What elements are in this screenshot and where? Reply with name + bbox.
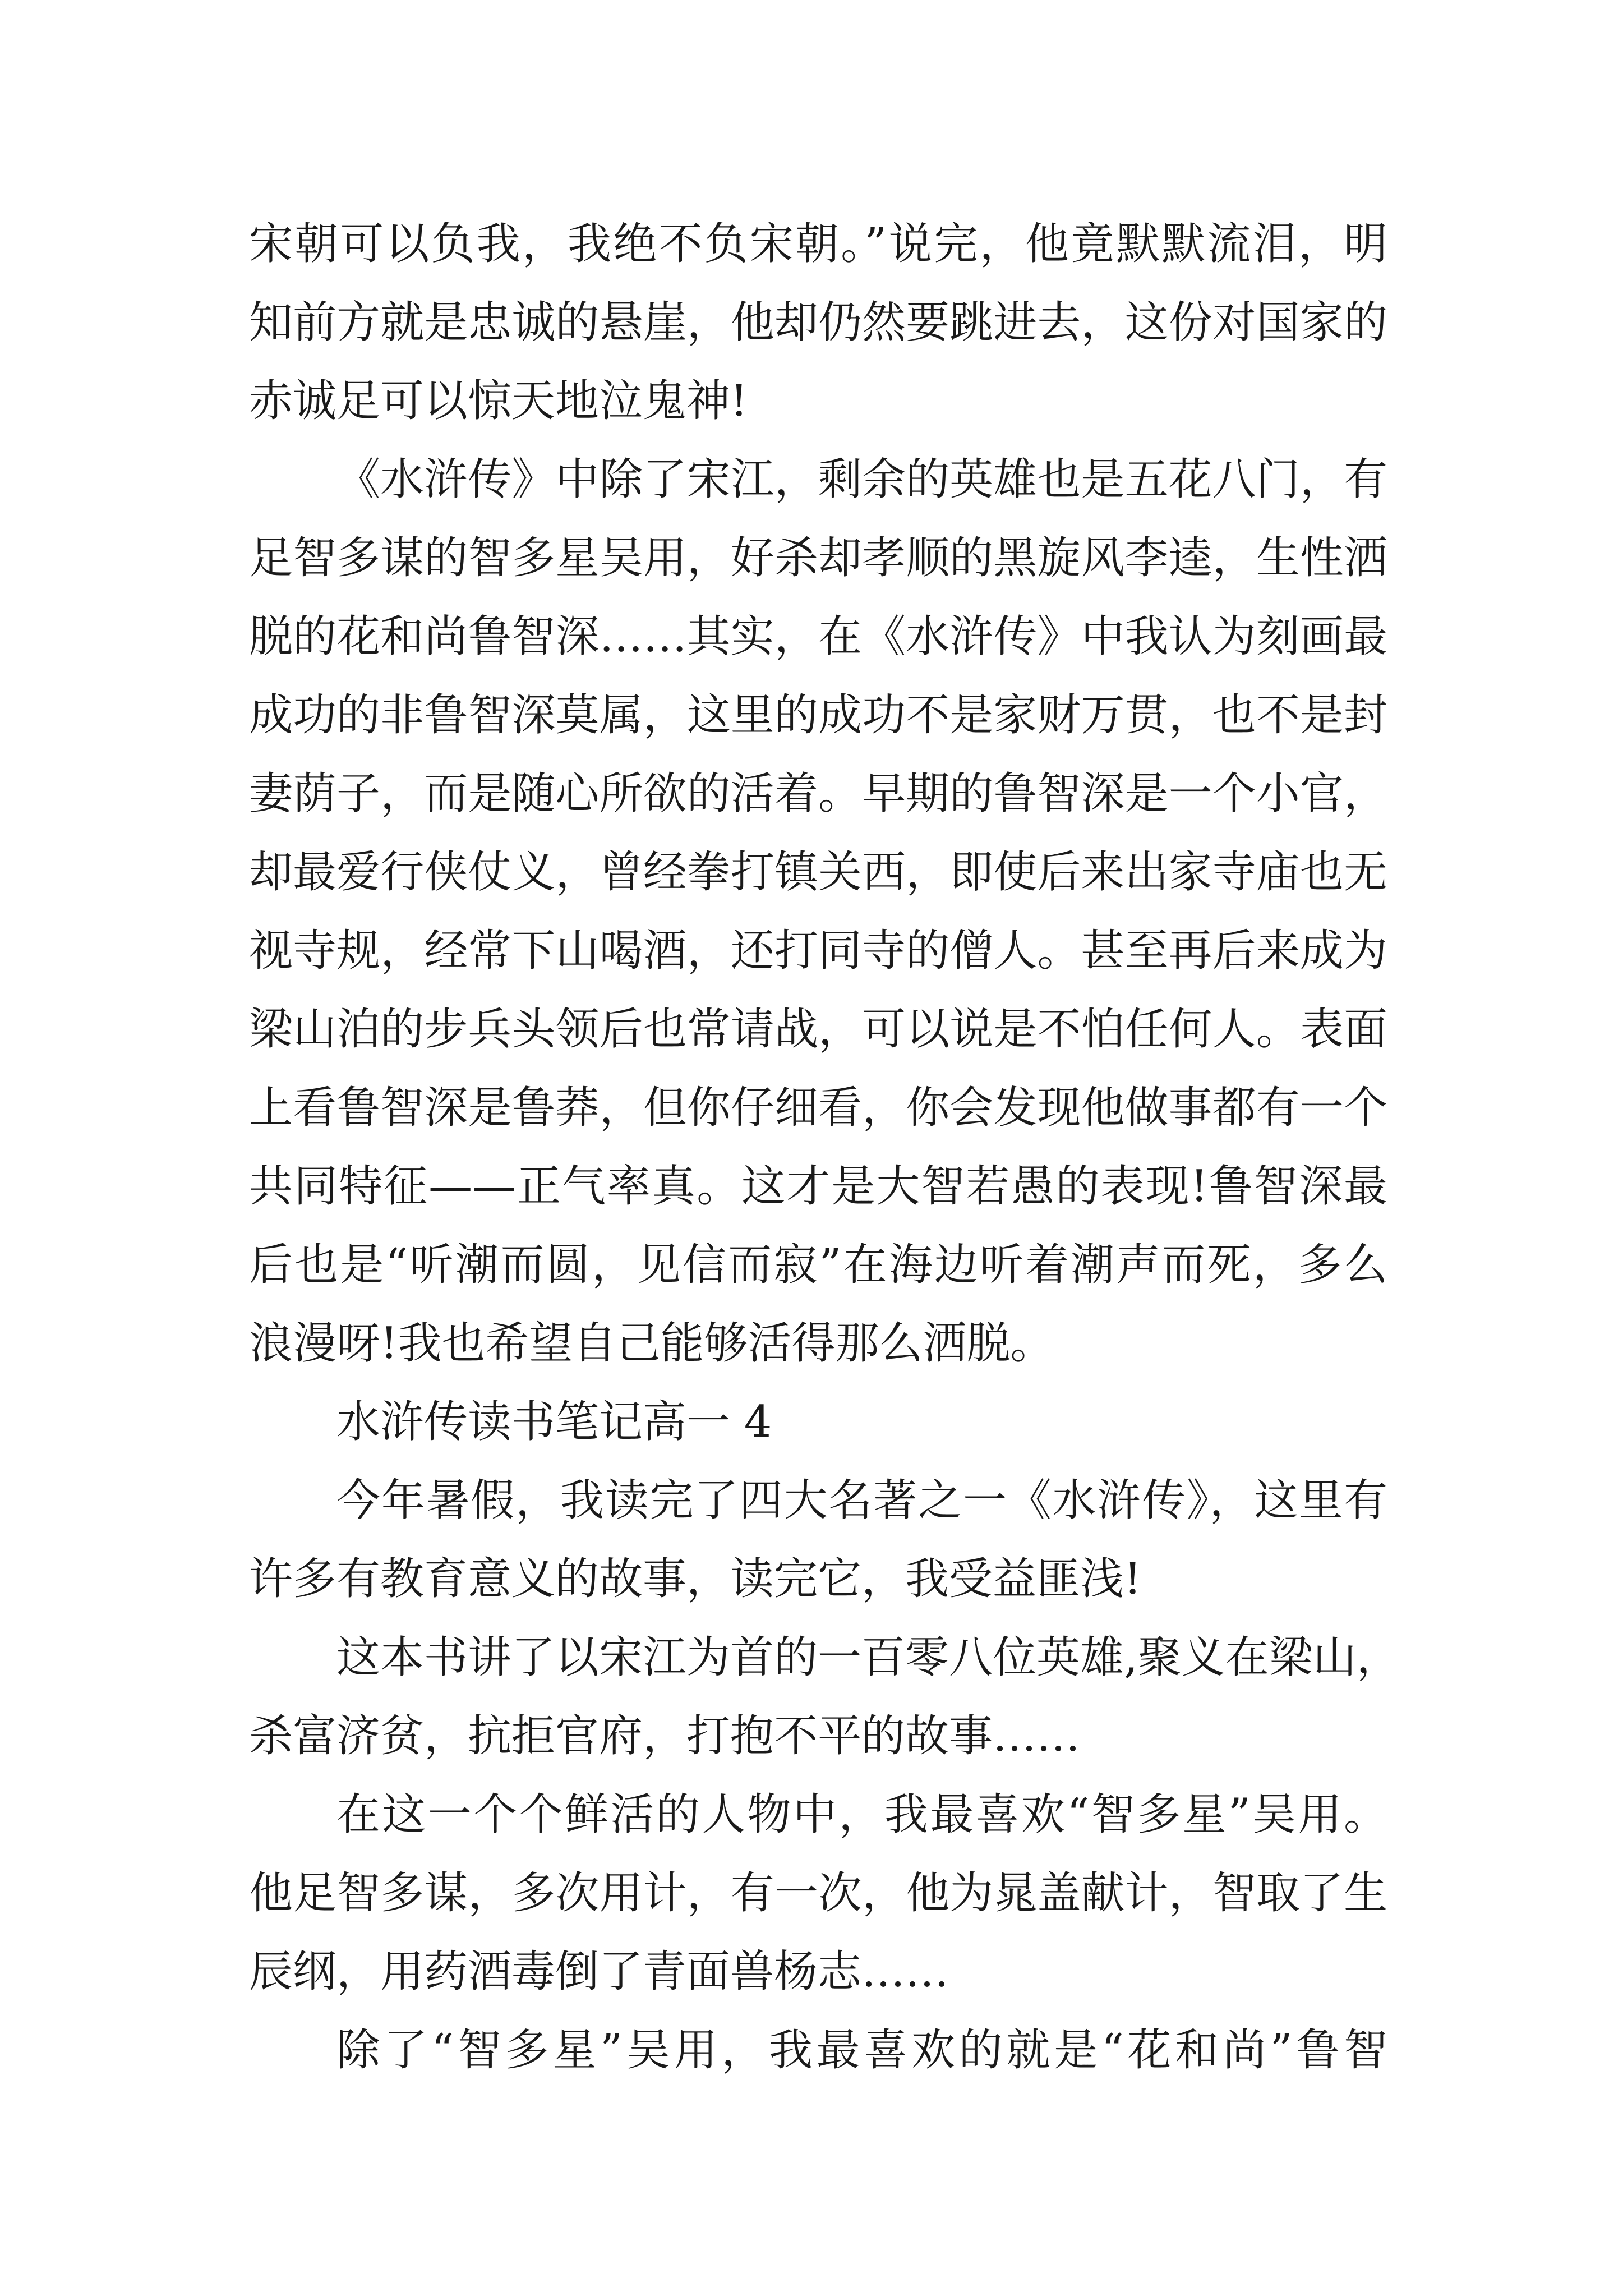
text-line: 浪漫呀!我也希望自己能够活得那么洒脱。 [249, 1318, 1054, 1369]
text-line: 脱的花和尚鲁智深……其实，在《水浒传》中我认为刻画最 [249, 611, 1387, 662]
text-line: 足智多谋的智多星吴用，好杀却孝顺的黑旋风李逵，生性洒 [249, 533, 1387, 583]
text-line: 辰纲，用药酒毒倒了青面兽杨志…… [249, 1947, 949, 1997]
text-line: 妻荫子，而是随心所欲的活着。早期的鲁智深是一个小官， [249, 769, 1387, 819]
text-line: 上看鲁智深是鲁莽，但你仔细看，你会发现他做事都有一个 [249, 1083, 1387, 1133]
text-line: 却最爱行侠仗义，曾经拳打镇关西，即使后来出家寺庙也无 [249, 847, 1387, 898]
text-line: 知前方就是忠诚的悬崖，他却仍然要跳进去，这份对国家的 [249, 297, 1387, 348]
text-line: 《水浒传》中除了宋江，剩余的英雄也是五花八门，有 [336, 454, 1387, 505]
text-line: 共同特征——正气率真。这才是大智若愚的表现!鲁智深最 [249, 1161, 1387, 1212]
text-line: 他足智多谋，多次用计，有一次，他为晁盖献计，智取了生 [249, 1868, 1387, 1918]
text-line: 后也是“听潮而圆，见信而寂”在海边听着潮声而死，多么 [249, 1240, 1387, 1290]
text-line: 赤诚足可以惊天地泣鬼神! [249, 376, 748, 426]
text-line: 在这一个个鲜活的人物中，我最喜欢“智多星”吴用。 [336, 1789, 1387, 1840]
text-line: 许多有教育意义的故事，读完它，我受益匪浅! [249, 1554, 1142, 1604]
text-line: 这本书讲了以宋江为首的一百零八位英雄,聚义在梁山， [336, 1632, 1400, 1683]
text-line: 梁山泊的步兵头领后也常请战，可以说是不怕任何人。表面 [249, 1004, 1387, 1055]
text-line: 除了“智多星”吴用，我最喜欢的就是“花和尚”鲁智 [336, 2025, 1387, 2076]
text-line: 宋朝可以负我，我绝不负宋朝。”说完，他竟默默流泪，明 [249, 219, 1387, 269]
text-line: 杀富济贫，抗拒官府，打抱不平的故事…… [249, 1711, 1081, 1761]
document-body [249, 205, 1400, 2090]
text-line: 视寺规，经常下山喝酒，还打同寺的僧人。甚至再后来成为 [249, 926, 1387, 976]
section-heading: 水浒传读书笔记高一 4 [336, 1397, 772, 1447]
text-line: 成功的非鲁智深莫属，这里的成功不是家财万贯，也不是封 [249, 690, 1387, 740]
text-line: 今年暑假，我读完了四大名著之一《水浒传》，这里有 [336, 1475, 1387, 1526]
